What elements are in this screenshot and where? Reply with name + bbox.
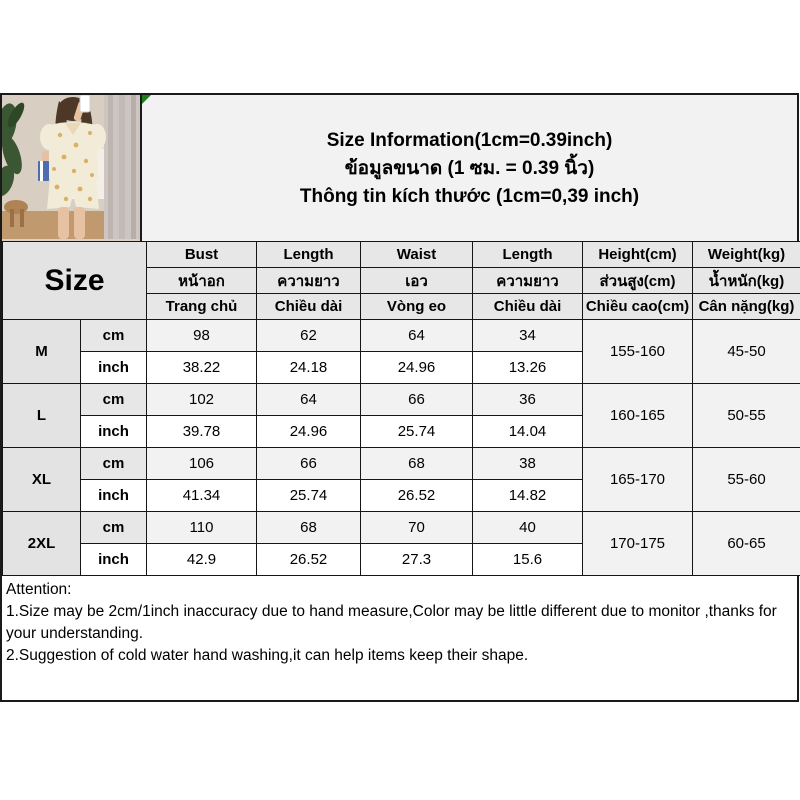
cell-M-cm-0: 98 [147,320,257,352]
attention-item-2: 2.Suggestion of cold water hand washing,it can help items keep their shape. [6,647,529,664]
header-cell-0-vi: Trang chủ [147,294,257,320]
cell-2XL-inch-2: 27.3 [361,544,473,576]
header-row-en [3,242,800,268]
cell-XL-inch-3: 14.82 [473,480,583,512]
cell-M-inch-1: 24.18 [257,352,361,384]
cell-M-cm-1: 62 [257,320,361,352]
cell-2XL-cm-2: 70 [361,512,473,544]
cell-2XL-cm-3: 40 [473,512,583,544]
cell-M-inch-0: 38.22 [147,352,257,384]
cell-M-cm-2: 64 [361,320,473,352]
header-cell-1-th: ความยาว [257,268,361,294]
header-cell-4-en: Height(cm) [583,242,693,268]
green-corner-marker-icon [142,95,151,104]
title-vietnamese: Thông tin kích thước (1cm=0,39 inch) [299,185,640,207]
header-cell-2-th: เอว [361,268,473,294]
height-range-XL: 165-170 [583,448,693,512]
height-range-L: 160-165 [583,384,693,448]
header-cell-3-en: Length [473,242,583,268]
unit-cell-cm: cm [81,448,147,480]
header-cell-5-th: น้ำหนัก(kg) [693,268,800,294]
size-table [2,241,800,576]
header-cell-4-vi: Chiều cao(cm) [583,294,693,320]
unit-cell-cm: cm [81,384,147,416]
cell-L-inch-0: 39.78 [147,416,257,448]
size-corner-cell: Size [3,242,147,320]
title-english: Size Information(1cm=0.39inch) [326,129,613,151]
size-label-2XL: 2XL [3,512,81,576]
row-M-cm [3,320,800,352]
cell-XL-inch-0: 41.34 [147,480,257,512]
photo-stool [4,200,28,214]
size-label-M: M [3,320,81,384]
header-cell-1-vi: Chiều dài [257,294,361,320]
attention-section [2,576,797,667]
cell-M-inch-2: 24.96 [361,352,473,384]
weight-range-M: 45-50 [693,320,800,384]
header-cell-3-vi: Chiều dài [473,294,583,320]
cell-2XL-cm-0: 110 [147,512,257,544]
cell-2XL-inch-0: 42.9 [147,544,257,576]
attention-item-1: 1.Size may be 2cm/1inch inaccuracy due to hand measure,Color may be little different due to monitor ,thanks for your understanding. [6,603,777,642]
photo-curtain [104,95,140,239]
unit-cell-cm: cm [81,512,147,544]
cell-L-inch-3: 14.04 [473,416,583,448]
cell-XL-cm-3: 38 [473,448,583,480]
size-label-L: L [3,384,81,448]
unit-cell-cm: cm [81,320,147,352]
size-table-head [3,242,800,320]
unit-cell-inch: inch [81,544,147,576]
header-row [2,95,797,241]
row-XL-cm [3,448,800,480]
title-block [142,95,797,241]
unit-cell-inch: inch [81,416,147,448]
cell-M-inch-3: 13.26 [473,352,583,384]
header-cell-4-th: ส่วนสูง(cm) [583,268,693,294]
weight-range-XL: 55-60 [693,448,800,512]
row-2XL-cm [3,512,800,544]
product-photo [2,95,142,241]
cell-2XL-inch-1: 26.52 [257,544,361,576]
product-photo-illustration [2,95,140,239]
height-range-2XL: 170-175 [583,512,693,576]
cell-L-cm-1: 64 [257,384,361,416]
cell-XL-cm-2: 68 [361,448,473,480]
unit-cell-inch: inch [81,352,147,384]
cell-L-inch-1: 24.96 [257,416,361,448]
cell-L-inch-2: 25.74 [361,416,473,448]
cell-L-cm-3: 36 [473,384,583,416]
title-thai: ข้อมูลขนาด (1 ซม. = 0.39 นิ้ว) [344,157,595,179]
header-cell-0-th: หน้าอก [147,268,257,294]
attention-heading: Attention: [6,581,72,598]
row-L-cm [3,384,800,416]
cell-L-cm-0: 102 [147,384,257,416]
weight-range-L: 50-55 [693,384,800,448]
unit-cell-inch: inch [81,480,147,512]
cell-2XL-inch-3: 15.6 [473,544,583,576]
height-range-M: 155-160 [583,320,693,384]
size-table-body [3,320,800,576]
cell-XL-cm-0: 106 [147,448,257,480]
header-cell-5-vi: Cân nặng(kg) [693,294,800,320]
header-cell-0-en: Bust [147,242,257,268]
header-cell-1-en: Length [257,242,361,268]
cell-XL-cm-1: 66 [257,448,361,480]
cell-2XL-cm-1: 68 [257,512,361,544]
header-cell-2-vi: Vòng eo [361,294,473,320]
cell-M-cm-3: 34 [473,320,583,352]
cell-L-cm-2: 66 [361,384,473,416]
header-cell-3-th: ความยาว [473,268,583,294]
size-chart-panel [0,93,799,702]
header-cell-2-en: Waist [361,242,473,268]
cell-XL-inch-1: 25.74 [257,480,361,512]
weight-range-2XL: 60-65 [693,512,800,576]
cell-XL-inch-2: 26.52 [361,480,473,512]
size-label-XL: XL [3,448,81,512]
header-cell-5-en: Weight(kg) [693,242,800,268]
